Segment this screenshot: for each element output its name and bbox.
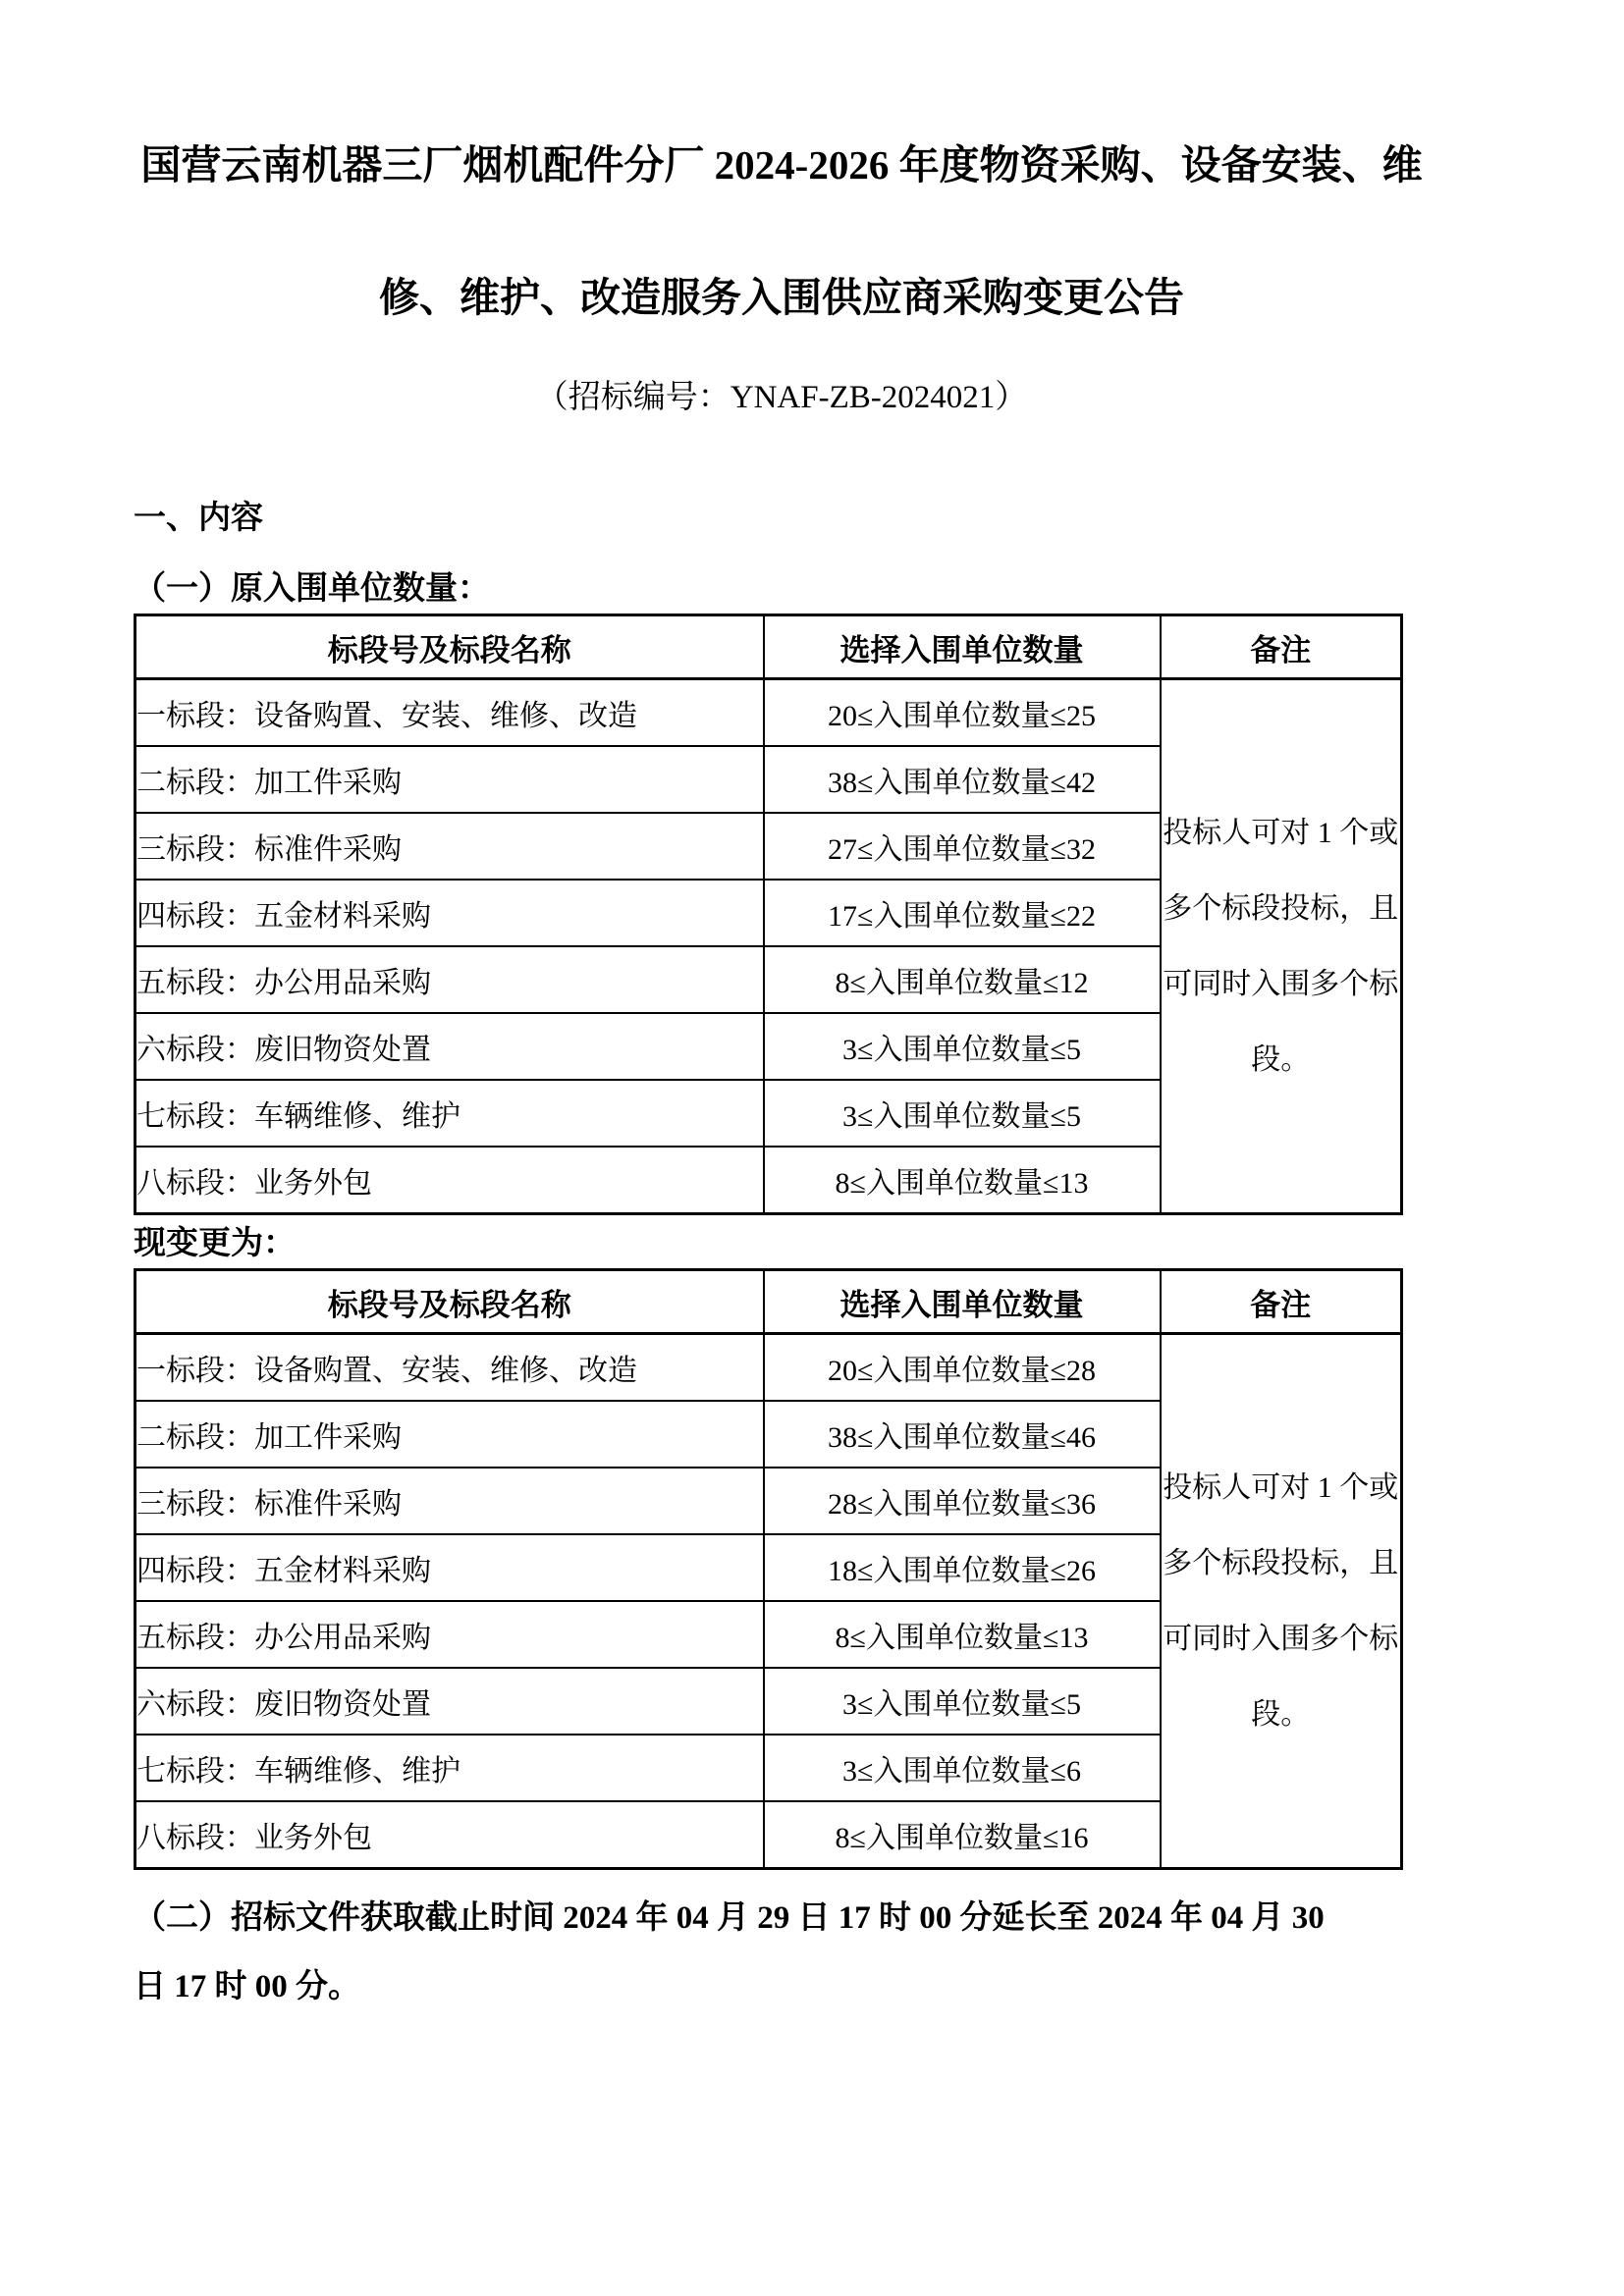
- lot-name-cell: 六标段：废旧物资处置: [135, 1668, 764, 1735]
- lot-name-cell: 七标段：车辆维修、维护: [135, 1735, 764, 1801]
- change-to-label: 现变更为：: [134, 1226, 296, 1261]
- lot-header: 标段号及标段名称: [135, 615, 764, 679]
- table-row: [135, 679, 1402, 747]
- quota-range-cell: 17≤入围单位数量≤22: [764, 880, 1161, 946]
- lot-name-cell: 二标段：加工件采购: [135, 1401, 764, 1468]
- lot-name-cell: 四标段：五金材料采购: [135, 880, 764, 946]
- lot-name-cell: 三标段：标准件采购: [135, 1468, 764, 1534]
- lot-name-cell: 七标段：车辆维修、维护: [135, 1080, 764, 1147]
- title-line: 国营云南机器三厂烟机配件分厂 2024-2026 年度物资采购、设备安装、维: [140, 142, 1423, 187]
- bid-number: （招标编号：YNAF-ZB-2024021）: [535, 380, 1028, 415]
- quota-range-cell: 20≤入围单位数量≤25: [764, 679, 1161, 747]
- original-quota-table: [134, 614, 1403, 1215]
- quota-range-cell: 38≤入围单位数量≤42: [764, 746, 1161, 813]
- lot-name-cell: 二标段：加工件采购: [135, 746, 764, 813]
- lot-name-cell: 八标段：业务外包: [135, 1147, 764, 1214]
- quota-range-cell: 3≤入围单位数量≤5: [764, 1013, 1161, 1080]
- table-header-row: [135, 1270, 1402, 1334]
- quota-range-cell: 20≤入围单位数量≤28: [764, 1334, 1161, 1402]
- remark-header: 备注: [1161, 1270, 1402, 1334]
- quota-header: 选择入围单位数量: [764, 615, 1161, 679]
- quota-range-cell: 27≤入围单位数量≤32: [764, 813, 1161, 880]
- paragraph-line: （二）招标文件获取截止时间 2024 年 04 月 29 日 17 时 00 分延长至 2024 年 04 月 30: [134, 1900, 1325, 1936]
- page-title: [134, 99, 1430, 364]
- paragraph-line: 日 17 时 00 分。: [134, 1969, 360, 2004]
- quota-range-cell: 8≤入围单位数量≤12: [764, 946, 1161, 1013]
- quota-range-cell: 8≤入围单位数量≤16: [764, 1801, 1161, 1869]
- quota-range-cell: 38≤入围单位数量≤46: [764, 1401, 1161, 1468]
- subsection-heading-original-quota: （一）原入围单位数量：: [134, 571, 490, 607]
- quota-range-cell: 8≤入围单位数量≤13: [764, 1601, 1161, 1668]
- quota-range-cell: 3≤入围单位数量≤5: [764, 1080, 1161, 1147]
- quota-range-cell: 28≤入围单位数量≤36: [764, 1468, 1161, 1534]
- deadline-paragraph: [134, 1884, 1430, 2021]
- quota-header: 选择入围单位数量: [764, 1270, 1161, 1334]
- quota-range-cell: 8≤入围单位数量≤13: [764, 1147, 1161, 1214]
- quota-range-cell: 3≤入围单位数量≤5: [764, 1668, 1161, 1735]
- table-header-row: [135, 615, 1402, 679]
- quota-range-cell: 18≤入围单位数量≤26: [764, 1534, 1161, 1601]
- table-row: [135, 1334, 1402, 1402]
- lot-name-cell: 八标段：业务外包: [135, 1801, 764, 1869]
- quota-range-cell: 3≤入围单位数量≤6: [764, 1735, 1161, 1801]
- lot-header: 标段号及标段名称: [135, 1270, 764, 1334]
- remark-header: 备注: [1161, 615, 1402, 679]
- remark-cell: 投标人可对 1 个或多个标段投标，且可同时入围多个标段。: [1161, 679, 1402, 1214]
- title-line: 修、维护、改造服务入围供应商采购变更公告: [379, 275, 1184, 320]
- lot-name-cell: 六标段：废旧物资处置: [135, 1013, 764, 1080]
- lot-name-cell: 一标段：设备购置、安装、维修、改造: [135, 1334, 764, 1402]
- lot-name-cell: 一标段：设备购置、安装、维修、改造: [135, 679, 764, 747]
- lot-name-cell: 五标段：办公用品采购: [135, 946, 764, 1013]
- changed-quota-table: [134, 1268, 1403, 1870]
- lot-name-cell: 三标段：标准件采购: [135, 813, 764, 880]
- lot-name-cell: 五标段：办公用品采购: [135, 1601, 764, 1668]
- lot-name-cell: 四标段：五金材料采购: [135, 1534, 764, 1601]
- remark-cell: 投标人可对 1 个或多个标段投标，且可同时入围多个标段。: [1161, 1334, 1402, 1869]
- section-heading-content: 一、内容: [134, 501, 263, 536]
